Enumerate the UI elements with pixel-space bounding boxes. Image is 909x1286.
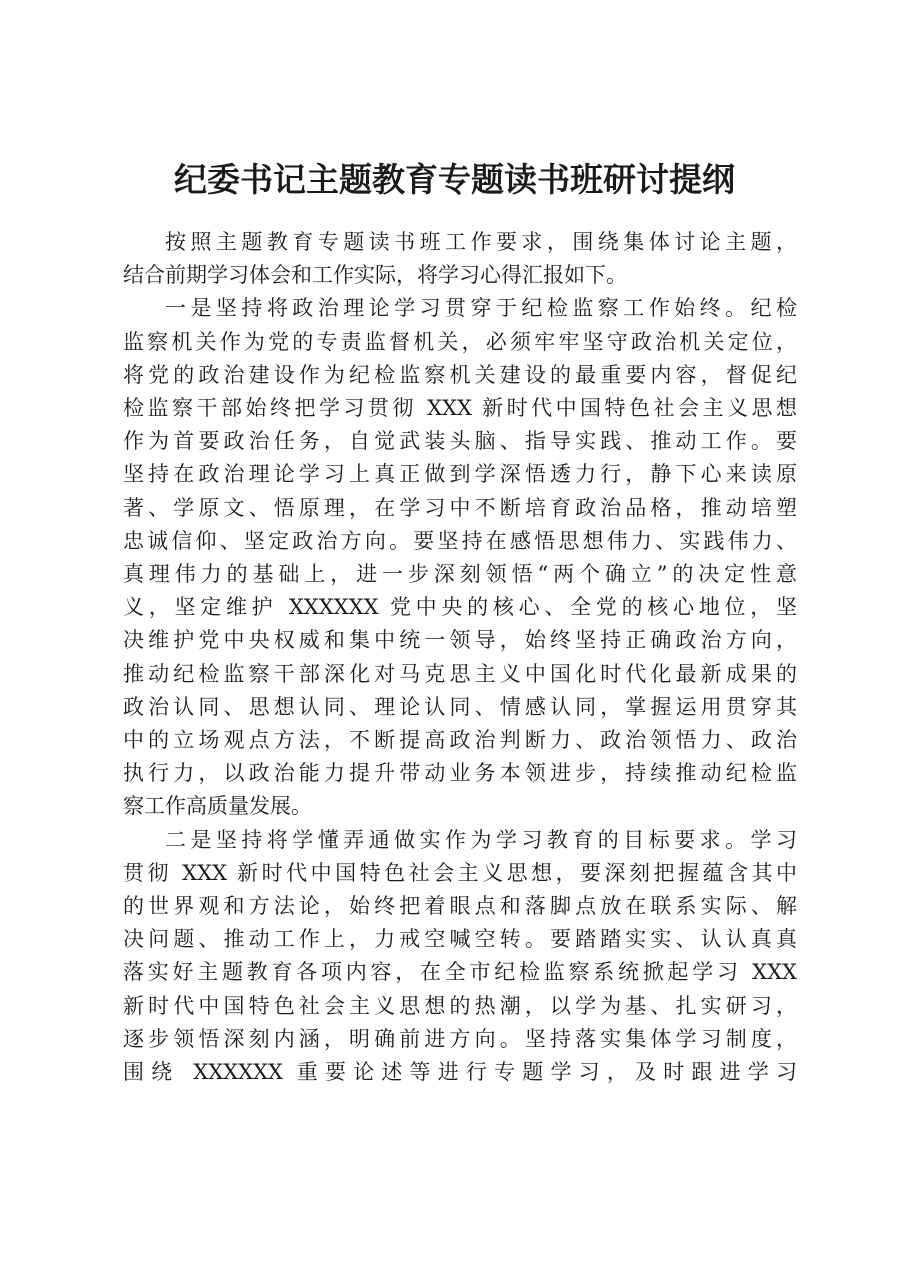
- paragraph: [123, 292, 797, 823]
- paragraph-line: 执行力，以政治能力提升带动业务本领进步，持续推动纪检监: [123, 761, 797, 786]
- paragraph-line: 察工作高质量发展。: [123, 794, 312, 819]
- paragraph-line: 作为首要政治任务，自觉武装头脑、指导实践、推动工作。要: [123, 429, 797, 454]
- paragraph-line: 新时代中国特色社会主义思想的热潮，以学为基、扎实研习，: [123, 993, 797, 1018]
- paragraph-line: 的世界观和方法论，始终把着眼点和落脚点放在联系实际、解: [123, 894, 797, 919]
- paragraph-line: 真理伟力的基础上，进一步深刻领悟“两个确立”的决定性意: [123, 562, 797, 587]
- paragraph-line: 中的立场观点方法，不断提高政治判断力、政治领悟力、政治: [123, 728, 797, 753]
- paragraph-line: 坚持在政治理论学习上真正做到学深悟透力行，静下心来读原: [123, 462, 797, 487]
- document-body: [123, 226, 797, 1089]
- paragraph: [123, 824, 797, 1090]
- paragraph: [123, 226, 797, 292]
- paragraph-line: 义，坚定维护 XXXXXX 党中央的核心、全党的核心地位，坚: [123, 595, 797, 620]
- paragraph-line: 决问题、推动工作上，力戒空喊空转。要踏踏实实、认认真真: [123, 927, 797, 952]
- paragraph-line: 结合前期学习体会和工作实际，将学习心得汇报如下。: [123, 263, 627, 288]
- paragraph-line: 按照主题教育专题读书班工作要求，围绕集体讨论主题，: [165, 230, 797, 254]
- paragraph-line: 逐步领悟深刻内涵，明确前进方向。坚持落实集体学习制度，: [123, 1026, 797, 1051]
- paragraph-line: 推动纪检监察干部深化对马克思主义中国化时代化最新成果的: [123, 661, 797, 686]
- paragraph-line: 落实好主题教育各项内容，在全市纪检监察系统掀起学习 XXX: [123, 960, 797, 985]
- paragraph-line: 忠诚信仰、坚定政治方向。要坚持在感悟思想伟力、实践伟力、: [123, 528, 797, 553]
- paragraph-line: 检监察干部始终把学习贯彻 XXX 新时代中国特色社会主义思想: [123, 396, 797, 421]
- paragraph-line: 著、学原文、悟原理，在学习中不断培育政治品格，推动培塑: [123, 495, 797, 520]
- paragraph-line: 围绕 XXXXXX 重要论述等进行专题学习，及时跟进学习: [123, 1060, 797, 1085]
- paragraph-line: 政治认同、思想认同、理论认同、情感认同，掌握运用贯穿其: [123, 694, 797, 719]
- document-title: 纪委书记主题教育专题读书班研讨提纲: [174, 160, 735, 199]
- paragraph-line: 将党的政治建设作为纪检监察机关建设的最重要内容，督促纪: [123, 362, 797, 387]
- paragraph-line: 贯彻 XXX 新时代中国特色社会主义思想，要深刻把握蕴含其中: [123, 860, 797, 885]
- paragraph-line: 一是坚持将政治理论学习贯穿于纪检监察工作始终。纪检: [165, 296, 797, 321]
- paragraph-line: 监察机关作为党的专责监督机关，必须牢牢坚守政治机关定位，: [123, 329, 797, 354]
- paragraph-line: 二是坚持将学懂弄通做实作为学习教育的目标要求。学习: [165, 827, 797, 852]
- paragraph-line: 决维护党中央权威和集中统一领导，始终坚持正确政治方向，: [123, 628, 797, 653]
